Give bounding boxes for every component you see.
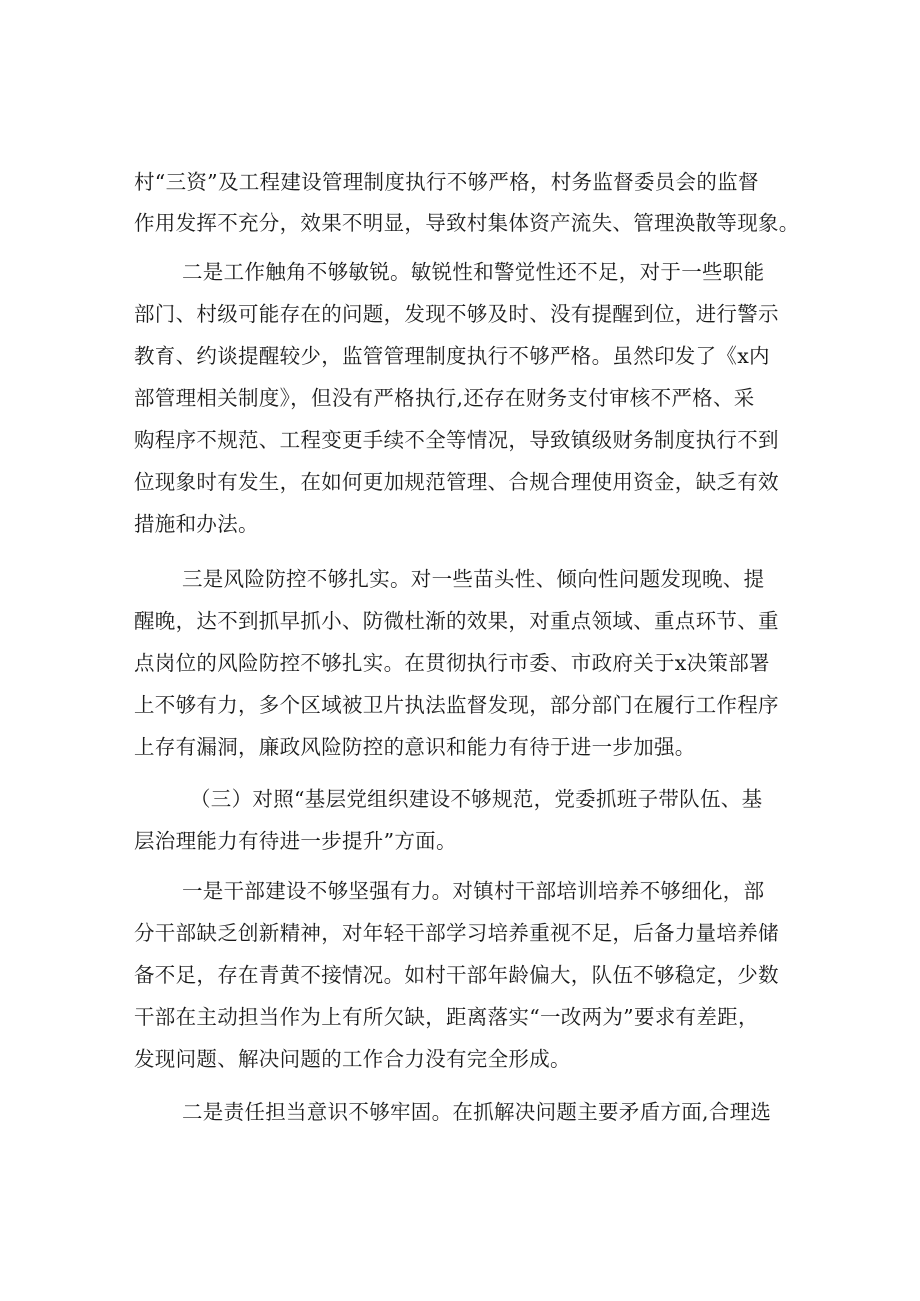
paragraph-line: 一是干部建设不够坚强有力。对镇村干部培训培养不够细化，部 [182,879,765,903]
paragraph-line: 分干部缺乏创新精神，对年轻干部学习培养重视不足，后备力量培养储 [134,921,779,945]
paragraph-line: 点岗位的风险防控不够扎实。在贯彻执行市委、市政府关于x决策部署 [134,651,770,675]
section-heading-line: 层治理能力有待进一步提升”方面。 [134,829,457,853]
paragraph-line: 醒晚，达不到抓早抓小、防微杜渐的效果，对重点领域、重点环节、重 [134,609,779,633]
paragraph-line: 部门、村级可能存在的问题，发现不够及时、没有提醒到位，进行警示 [134,302,779,326]
paragraph-line: 村“三资”及工程建设管理制度执行不够严格，村务监督委员会的监督 [134,170,759,194]
section-heading-line: （三）对照“基层党组织建设不够规范，党委抓班子带队伍、基 [190,787,763,811]
paragraph-line: 干部在主动担当作为上有所欠缺，距离落实“一改两为”要求有差距， [134,1005,759,1029]
paragraph-line: 作用发挥不充分，效果不明显，导致村集体资产流失、管理涣散等现象。 [134,211,800,235]
paragraph-line: 发现问题、解决问题的工作合力没有完全形成。 [134,1047,571,1071]
paragraph-line: 措施和办法。 [134,512,259,536]
paragraph-line: 位现象时有发生，在如何更加规范管理、合规合理使用资金，缺乏有效 [134,470,779,494]
paragraph-line: 三是风险防控不够扎实。对一些苗头性、倾向性问题发现晚、提 [182,567,765,591]
paragraph-line: 上存有漏洞，廉政风险防控的意识和能力有待于进一步加强。 [134,735,696,759]
paragraph-line: 二是工作触角不够敏锐。敏锐性和警觉性还不足，对于一些职能 [182,260,765,284]
paragraph-line: 二是责任担当意识不够牢固。在抓解决问题主要矛盾方面,合理选 [182,1100,772,1124]
paragraph-line: 备不足，存在青黄不接情况。如村干部年龄偏大，队伍不够稳定，少数 [134,963,779,987]
paragraph-line: 教育、约谈提醒较少，监管管理制度执行不够严格。虽然印发了《x内 [134,344,770,368]
paragraph-line: 部管理相关制度》，但没有严格执行,还存在财务支付审核不严格、采 [134,386,755,410]
paragraph-line: 上不够有力，多个区域被卫片执法监督发现，部分部门在履行工作程序 [134,693,779,717]
paragraph-line: 购程序不规范、工程变更手续不全等情况，导致镇级财务制度执行不到 [134,428,779,452]
